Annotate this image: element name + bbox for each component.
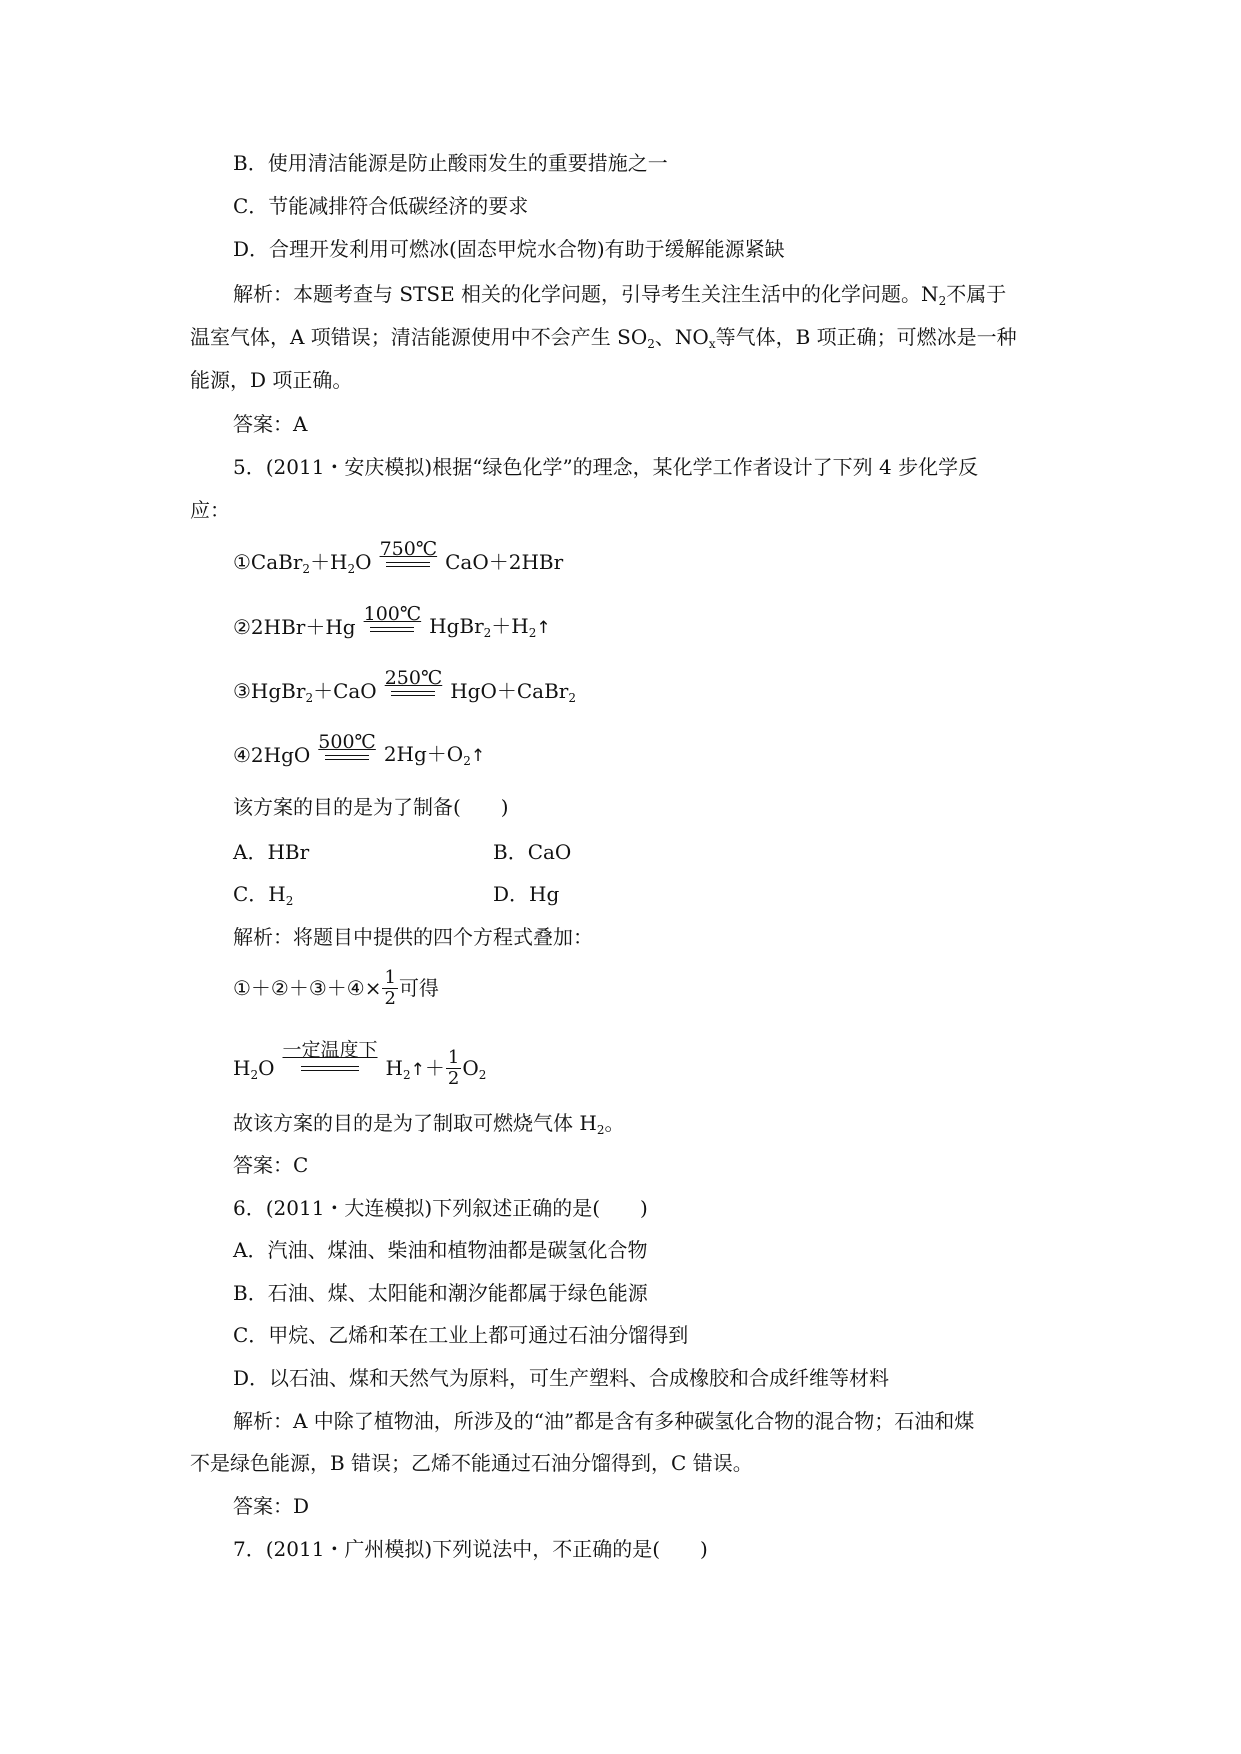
q6-option-a: A．汽油、煤油、柴油和植物油都是碳氢化合物 (233, 1238, 648, 1262)
q6-analysis-line2: 不是绿色能源，B 错误；乙烯不能通过石油分馏得到，C 错误。 (190, 1451, 753, 1475)
q5-question: 该方案的目的是为了制备( ) (233, 795, 509, 819)
q5-combination: ①＋②＋③＋④× $\frac{1}{2}$ 可得 (233, 967, 439, 1009)
fraction-one-half: $\frac{1}{2}$ (384, 967, 396, 1009)
q6-option-d: D．以石油、煤和天然气为原料，可生产塑料、合成橡胶和合成纤维等材料 (233, 1366, 890, 1390)
q6-stem: 6．(2011・大连模拟)下列叙述正确的是( ) (233, 1196, 648, 1220)
q5-equation-3: ③HgBr$_2$＋CaO 250℃ HgO＋CaBr$_2$ (233, 667, 576, 705)
reaction-condition: 100℃ (364, 605, 422, 632)
q6-analysis-line1: 解析：A 中除了植物油，所涉及的“油”都是含有多种碳氢化合物的混合物；石油和煤 (233, 1409, 975, 1433)
q5-conclusion: 故该方案的目的是为了制取可燃烧气体 $H_2$。 (233, 1111, 625, 1137)
q5-stem-line2: 应： (190, 498, 230, 522)
reaction-condition: 一定温度下 (283, 1041, 378, 1071)
q5-option-c: C．$H_2$ (233, 882, 294, 908)
q5-net-equation: $H_2O$ 一定温度下 $H_2↑+$ $\frac{1}{2}$ $O_2$ (233, 1039, 487, 1089)
q4-option-c: C．节能减排符合低碳经济的要求 (233, 194, 529, 218)
q4-analysis-line3: 能源，D 项正确。 (190, 368, 353, 392)
q4-analysis-line1: 解析：本题考查与 STSE 相关的化学问题，引导考生关注生活中的化学问题。$N_2$不属于 (233, 282, 1007, 308)
q5-analysis-line1: 解析：将题目中提供的四个方程式叠加： (233, 925, 593, 949)
gas-arrow-icon: ↑ (410, 1059, 425, 1080)
q4-option-b: B．使用清洁能源是防止酸雨发生的重要措施之一 (233, 151, 668, 175)
q5-option-d: D．Hg (493, 882, 560, 906)
fraction-one-half: $\frac{1}{2}$ (447, 1047, 460, 1089)
gas-arrow-icon: ↑ (536, 618, 551, 638)
q5-option-a: A．HBr (233, 840, 310, 864)
q5-stem-line1: 5．(2011・安庆模拟)根据“绿色化学”的理念，某化学工作者设计了下列 4 步化学反 (233, 455, 979, 479)
q4-analysis-line2: 温室气体，A 项错误；清洁能源使用中不会产生 $SO_2$、$NO_x$等气体，B 项正确；可燃冰是一种 (190, 325, 1017, 351)
q7-stem: 7．(2011・广州模拟)下列说法中，不正确的是( ) (233, 1537, 708, 1561)
q5-equation-1: $①CaBr_2+H_2O$ 750℃ CaO＋2HBr (233, 538, 564, 576)
q5-equation-4: ④2HgO 500℃ $2Hg+O_2↑$ (233, 731, 486, 768)
q4-option-d: D．合理开发利用可燃冰(固态甲烷水合物)有助于缓解能源紧缺 (233, 237, 785, 261)
q4-answer: 答案：A (233, 412, 308, 436)
q6-option-c: C．甲烷、乙烯和苯在工业上都可通过石油分馏得到 (233, 1323, 689, 1347)
reaction-condition: 750℃ (380, 540, 438, 567)
q5-answer: 答案：C (233, 1153, 309, 1177)
q5-option-b: B．CaO (493, 840, 572, 864)
gas-arrow-icon: ↑ (470, 746, 486, 766)
reaction-condition: 500℃ (318, 733, 376, 760)
reaction-condition: 250℃ (385, 669, 443, 696)
q5-equation-2: ②2HBr＋Hg 100℃ $HgBr_2+H_2↑$ (233, 603, 551, 640)
q6-answer: 答案：D (233, 1494, 310, 1518)
q6-option-b: B．石油、煤、太阳能和潮汐能都属于绿色能源 (233, 1281, 648, 1305)
